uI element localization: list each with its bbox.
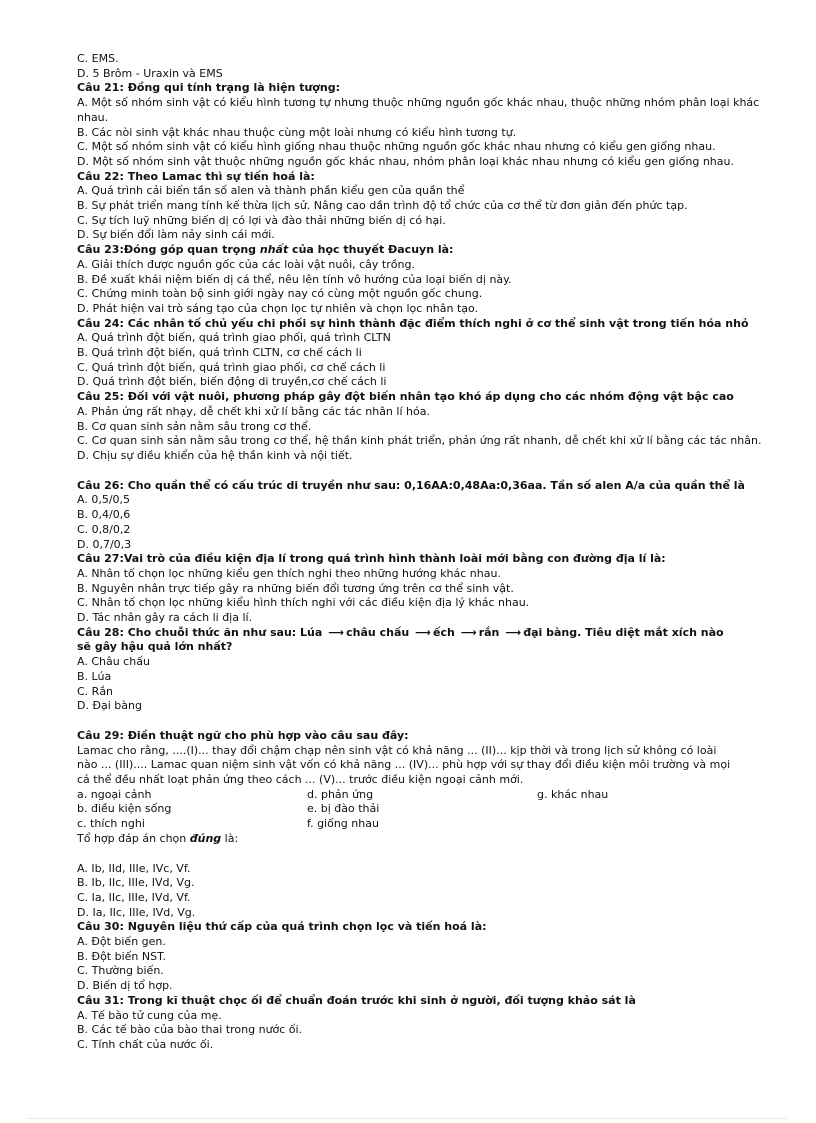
- question-29-option-b: B. Ib, IIc, IIIe, IVd, Vg.: [77, 876, 195, 890]
- question-26-option-c: C. 0,8/0,2: [77, 522, 131, 536]
- question-22-option-a: A. Quá trình cải biến tần số alen và thành phần kiểu gen của quần thể: [77, 184, 465, 198]
- question-22-option-d: D. Sự biến đổi làm nảy sinh cái mới.: [77, 228, 275, 242]
- question-30-option-a: A. Đột biến gen.: [77, 935, 166, 949]
- question-28-suffix: . Tiêu diệt mắt xích nào: [577, 625, 724, 639]
- question-29-prompt: [77, 832, 777, 847]
- question-30-option-c: C. Thường biến.: [77, 964, 164, 978]
- term-choice: d. phản ứng: [307, 787, 374, 801]
- question-23-option-b: B. Đề xuất khái niệm biến dị cá thể, nêu lên tính vô hướng của loại biến dị này.: [77, 272, 512, 286]
- question-23-title-emphasis: nhất: [259, 243, 289, 257]
- question-28-option-b: B. Lúa: [77, 669, 112, 683]
- question-27-option-c: C. Nhân tố chọn lọc những kiểu hình thích nghi với các điều kiện địa lý khác nhau.: [77, 596, 530, 610]
- question-24-option-a: A. Quá trình đột biến, quá trình giao phối, quá trình CLTN: [77, 331, 391, 345]
- spacer: [77, 847, 777, 862]
- question-30-option-b: B. Đột biến NST.: [77, 949, 166, 963]
- question-31-option-c: C. Tính chất của nước ối.: [77, 1038, 214, 1051]
- question-24-title: Câu 24: Các nhân tố chủ yếu chi phối sự hình thành đặc điểm thích nghi ở cơ thể sinh vật trong tiến hóa nhỏ: [77, 316, 749, 330]
- arrow-right-icon: ⟶: [460, 625, 477, 639]
- term-choice: f. giống nhau: [307, 817, 379, 831]
- prev-option-d: D. 5 Brôm - Uraxin và EMS: [77, 66, 223, 80]
- question-27-option-d: D. Tác nhân gây ra cách li địa lí.: [77, 611, 253, 625]
- question-31-option-b: B. Các tế bào của bào thai trong nước ối.: [77, 1023, 303, 1037]
- question-21-option-d: D. Một số nhóm sinh vật thuộc những nguồn gốc khác nhau, nhóm phân loại khác nhau nhưng có kiểu gen giống nhau.: [77, 154, 734, 168]
- question-27-option-a: A. Nhân tố chọn lọc những kiểu gen thích nghi theo những hướng khác nhau.: [77, 566, 501, 580]
- question-29-term-choices: [77, 788, 777, 832]
- question-29-option-c: C. Ia, IIc, IIIe, IVd, Vf.: [77, 890, 191, 904]
- question-26-title: Câu 26: Cho quần thể có cấu trúc di truyền như sau: 0,16AA:0,48Aa:0,36aa. Tần số alen A/a của quần thể là: [77, 478, 745, 492]
- question-29-prompt-emphasis: đúng: [189, 831, 222, 845]
- arrow-right-icon: ⟶: [415, 625, 431, 639]
- document-page: [77, 52, 777, 1053]
- term-choice: [537, 817, 777, 832]
- question-26-option-d: D. 0,7/0,3: [77, 537, 132, 551]
- question-31-option-a: A. Tế bào tử cung của mẹ.: [77, 1008, 222, 1022]
- arrow-right-icon: ⟶: [328, 625, 345, 639]
- question-28-title-line2: sẽ gây hậu quả lớn nhất?: [77, 640, 233, 654]
- food-chain-item: châu chấu: [346, 625, 410, 639]
- question-23-title-end: của học thuyết Đacuyn là:: [288, 243, 454, 257]
- question-24-option-b: B. Quá trình đột biến, quá trình CLTN, cơ chế cách li: [77, 346, 362, 360]
- spacer: [77, 714, 777, 729]
- term-choice: g. khác nhau: [537, 787, 609, 801]
- question-28-option-d: D. Đại bàng: [77, 699, 142, 713]
- term-choice: b. điều kiện sống: [77, 802, 172, 816]
- term-choice: e. bị đào thải: [307, 802, 380, 816]
- question-23-title-start: Câu 23:Đóng góp quan trọng: [77, 243, 260, 257]
- food-chain-item: ếch: [433, 625, 455, 639]
- question-26-option-a: A. 0,5/0,5: [77, 493, 131, 507]
- arrow-right-icon: ⟶: [505, 625, 522, 639]
- question-22-option-b: B. Sự phát triển mang tính kế thừa lịch sử. Nâng cao dần trình độ tổ chức của cơ thể từ đơn giản đến phức tạp.: [77, 199, 688, 213]
- food-chain-item: Lúa: [300, 625, 323, 639]
- term-choice: a. ngoại cảnh: [77, 787, 152, 801]
- question-25-option-a: A. Phản ứng rất nhạy, dễ chết khi xử lí bằng các tác nhân lí hóa.: [77, 404, 430, 418]
- question-30-option-d: D. Biến dị tổ hợp.: [77, 979, 173, 993]
- question-25-option-c: C. Cơ quan sinh sản nằm sâu trong cơ thể, hệ thần kinh phát triển, phản ứng rất nhanh, dễ chết khi xử lí bằng các tác nhân.: [77, 434, 762, 448]
- question-28-option-a: A. Châu chấu: [77, 655, 150, 669]
- question-23-title: [77, 243, 777, 258]
- question-29-prompt-start: Tổ hợp đáp án chọn: [77, 831, 190, 845]
- question-27-option-b: B. Nguyên nhân trực tiếp gây ra những biến đổi tương ứng trên cơ thể sinh vật.: [77, 581, 514, 595]
- question-25-title: Câu 25: Đối với vật nuôi, phương pháp gây đột biến nhân tạo khó áp dụng cho các nhóm động vật bậc cao: [77, 390, 734, 404]
- question-29-body-line: cá thể đều nhất loạt phản ứng theo cách ... (V)... trước điều kiện ngoại cảnh mới.: [77, 773, 524, 787]
- food-chain-item: rắn: [478, 625, 500, 639]
- question-29-body-line: Lamac cho rằng, ....(I)... thay đổi chậm chạp nên sinh vật có khả năng ... (II)... kịp thời và trong lịch sử không có loài: [77, 743, 717, 757]
- page-bottom-divider: [28, 1118, 788, 1119]
- question-29-body-line: nào ... (III).... Lamac quan niệm sinh vật vốn có khả năng ... (IV)... phù hợp với sự thay đổi điều kiện môi trường và mọi: [77, 758, 731, 772]
- question-29-title: Câu 29: Điền thuật ngữ cho phù hợp vào câu sau đây:: [77, 728, 409, 742]
- question-28-prefix: Câu 28: Cho chuỗi thức ăn như sau:: [77, 625, 297, 639]
- question-31-title: Câu 31: Trong kĩ thuật chọc ối để chuẩn đoán trước khi sinh ở người, đối tượng khảo sát là: [77, 993, 636, 1007]
- question-25-option-d: D. Chịu sự điều khiển của hệ thần kinh và nội tiết.: [77, 448, 353, 462]
- question-25-option-b: B. Cơ quan sinh sản nằm sâu trong cơ thể.: [77, 419, 312, 433]
- question-21-option-c: C. Một số nhóm sinh vật có kiểu hình giống nhau thuộc những nguồn gốc khác nhau nhưng có kiểu gen giống nhau.: [77, 140, 716, 154]
- question-30-title: Câu 30: Nguyên liệu thứ cấp của quá trình chọn lọc và tiến hoá là:: [77, 920, 487, 934]
- spacer: [77, 464, 777, 479]
- question-22-title: Câu 22: Theo Lamac thì sự tiến hoá là:: [77, 169, 315, 183]
- question-24-option-d: D. Quá trình đột biến, biến động di truyền,cơ chế cách li: [77, 375, 387, 389]
- prev-option-c: C. EMS.: [77, 52, 119, 65]
- question-21-option-b: B. Các nòi sinh vật khác nhau thuộc cùng một loài nhưng có kiểu hình tương tự.: [77, 125, 517, 139]
- question-21-option-a: A. Một số nhóm sinh vật có kiểu hình tương tự nhưng thuộc những nguồn gốc khác nhau, thuộc những nhóm phân loại khác nhau.: [77, 96, 760, 124]
- question-26-option-b: B. 0,4/0,6: [77, 508, 131, 522]
- question-29-option-d: D. Ia, IIc, IIIe, IVd, Vg.: [77, 905, 196, 919]
- question-23-option-d: D. Phát hiện vai trò sáng tạo của chọn lọc tự nhiên và chọn lọc nhân tạo.: [77, 301, 479, 315]
- question-24-option-c: C. Quá trình đột biến, quá trình giao phối, cơ chế cách li: [77, 360, 386, 374]
- question-28-option-c: C. Rắn: [77, 684, 114, 698]
- question-27-title: Câu 27:Vai trò của điều kiện địa lí trong quá trình hình thành loài mới bằng con đường địa lí là:: [77, 552, 666, 566]
- question-29-prompt-end: là:: [221, 831, 239, 845]
- food-chain-item: đại bàng: [523, 625, 578, 639]
- question-21-title: Câu 21: Đồng qui tính trạng là hiện tượng:: [77, 81, 340, 95]
- term-choice: c. thích nghi: [77, 817, 145, 831]
- term-choice: [537, 802, 777, 817]
- question-23-option-c: C. Chứng minh toàn bộ sinh giới ngày nay có cùng một nguồn gốc chung.: [77, 287, 483, 301]
- question-22-option-c: C. Sự tích luỹ những biến dị có lợi và đào thải những biến dị có hại.: [77, 213, 446, 227]
- question-28-title: [77, 626, 777, 641]
- question-23-option-a: A. Giải thích được nguồn gốc của các loài vật nuôi, cây trồng.: [77, 257, 415, 271]
- question-29-option-a: A. Ib, IId, IIIe, IVc, Vf.: [77, 861, 191, 875]
